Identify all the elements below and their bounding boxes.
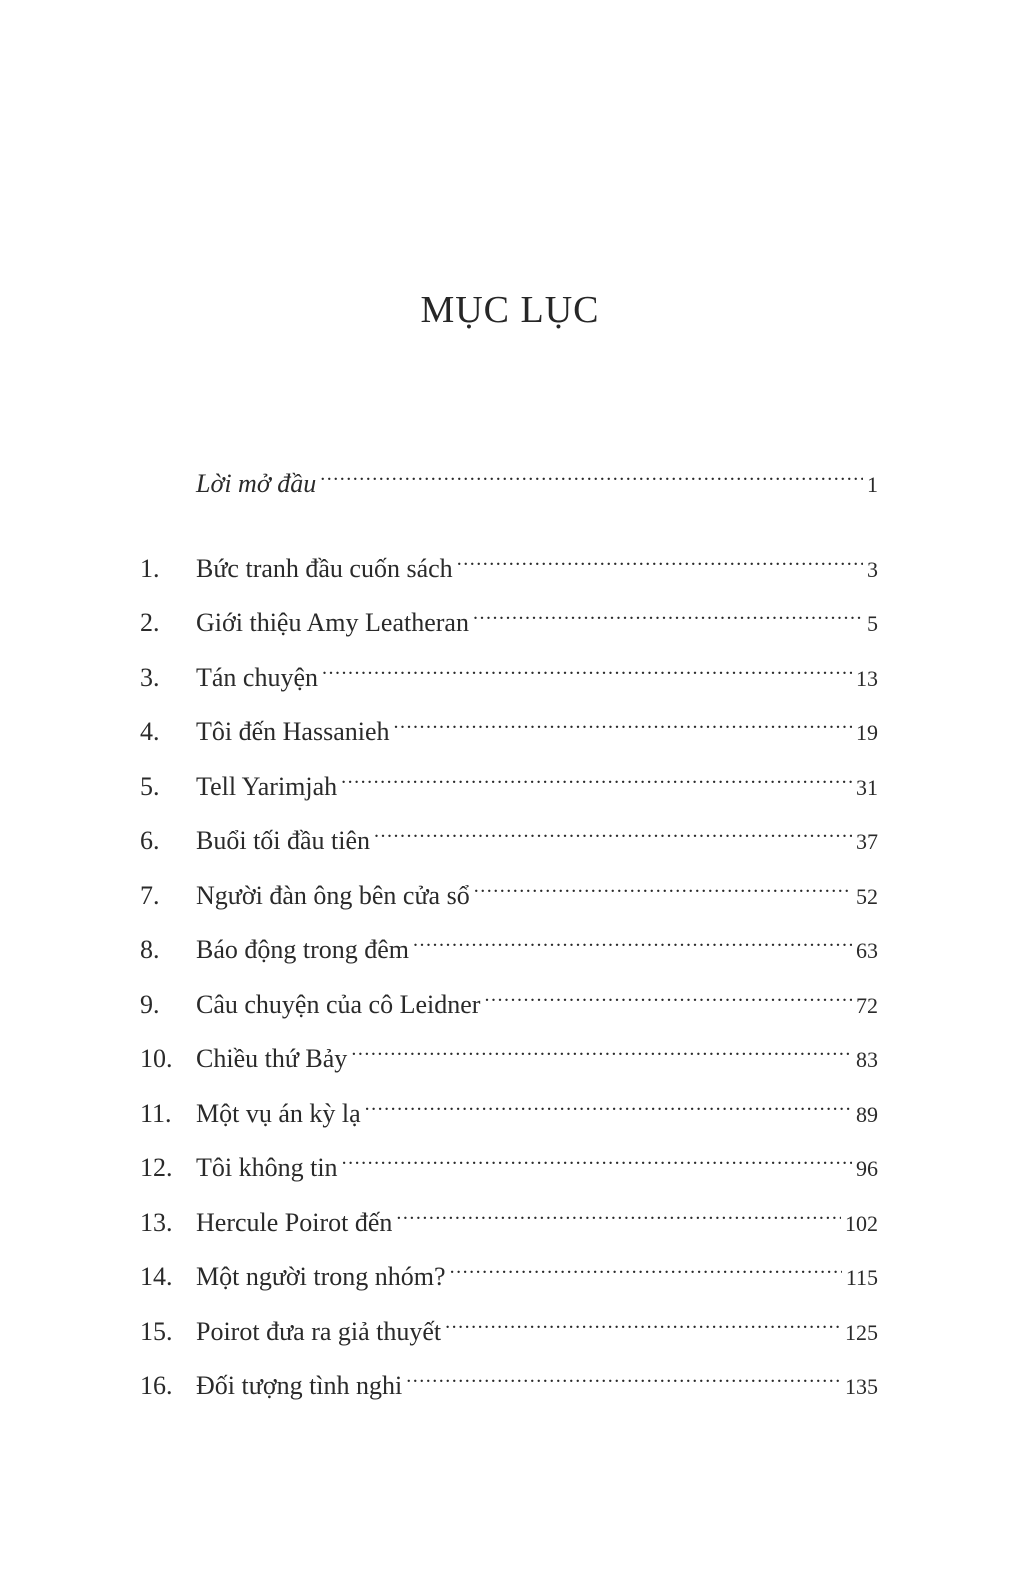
toc-entry-page-number: 72: [856, 993, 878, 1018]
toc-entry-page-number: 102: [845, 1211, 878, 1236]
dot-leader: [484, 973, 852, 1013]
dot-leader: [457, 537, 863, 577]
dot-leader: [365, 1082, 852, 1122]
toc-entry-page-number: 3: [867, 557, 878, 582]
toc-entry-page-number: 31: [856, 775, 878, 800]
toc-entry-title: Bức tranh đầu cuốn sách: [196, 554, 453, 583]
dot-leader: [320, 452, 863, 492]
toc-entry-preface[interactable]: [140, 452, 878, 498]
dot-leader: [474, 864, 852, 904]
dot-leader: [396, 1191, 841, 1231]
toc-entry-title: Đối tượng tình nghi: [196, 1371, 403, 1400]
toc-entry[interactable]: [140, 591, 878, 637]
toc-entry-number: 13.: [140, 1208, 173, 1237]
toc-entry[interactable]: [140, 755, 878, 801]
toc-entry-page-number: 96: [856, 1156, 878, 1181]
toc-entry[interactable]: [140, 1354, 878, 1400]
toc-entry-number: 14.: [140, 1262, 173, 1291]
dot-leader: [406, 1354, 841, 1394]
toc-entry-title: Tán chuyện: [196, 663, 319, 692]
toc-entry-number: 4.: [140, 717, 160, 746]
toc-entry-number: 9.: [140, 990, 160, 1019]
toc-entry-title: Giới thiệu Amy Leatheran: [196, 608, 469, 637]
toc-entry-title: Buổi tối đầu tiên: [196, 826, 371, 855]
dot-leader: [413, 918, 852, 958]
toc-entry[interactable]: [140, 918, 878, 964]
toc-entry-title: Tôi đến Hassanieh: [196, 717, 390, 746]
toc-entry-title: Câu chuyện của cô Leidner: [196, 990, 481, 1019]
toc-entry-number: 10.: [140, 1044, 173, 1073]
toc-entry-page-number: 115: [845, 1265, 878, 1290]
toc-entry[interactable]: [140, 973, 878, 1019]
toc-entry-page-number: 63: [856, 938, 878, 963]
toc-entry-title: Poirot đưa ra giả thuyết: [196, 1317, 442, 1346]
dot-leader: [394, 700, 852, 740]
dot-leader: [342, 1136, 852, 1176]
dot-leader: [450, 1245, 842, 1285]
dot-leader: [473, 591, 863, 631]
toc-entry-number: 12.: [140, 1153, 173, 1182]
toc-entry[interactable]: [140, 1136, 878, 1182]
toc-entry-page-number: 19: [856, 720, 878, 745]
toc-entry-title: Một vụ án kỳ lạ: [196, 1099, 361, 1128]
toc-entry-page-number: 83: [856, 1047, 878, 1072]
toc-entry-number: 5.: [140, 772, 160, 801]
toc-entry-title: Người đàn ông bên cửa sổ: [196, 881, 470, 910]
toc-entry[interactable]: [140, 537, 878, 583]
toc-entry-number: 6.: [140, 826, 160, 855]
toc-entry-title: Báo động trong đêm: [196, 935, 410, 964]
toc-entry-title: Chiều thứ Bảy: [196, 1044, 348, 1073]
toc-entry-page-number: 13: [856, 666, 878, 691]
dot-leader: [445, 1300, 841, 1340]
toc-entry-number: 7.: [140, 881, 160, 910]
toc-entry-title: Hercule Poirot đến: [196, 1208, 393, 1237]
toc-entry-page-number: 89: [856, 1102, 878, 1127]
toc-entry-page-number: 5: [867, 611, 878, 636]
toc-entry-page-number: 1: [867, 472, 878, 497]
toc-entry-title: Tôi không tin: [196, 1153, 338, 1182]
toc-entry-page-number: 135: [845, 1374, 878, 1399]
toc-entry-number: 11.: [140, 1099, 172, 1128]
toc-entry[interactable]: [140, 700, 878, 746]
toc-entry[interactable]: [140, 1191, 878, 1237]
toc-entry-number: 15.: [140, 1317, 173, 1346]
toc-entry-number: 8.: [140, 935, 160, 964]
toc-entry-title: Một người trong nhóm?: [196, 1262, 446, 1291]
toc-entry[interactable]: [140, 864, 878, 910]
toc-entry-page-number: 37: [856, 829, 878, 854]
dot-leader: [322, 646, 852, 686]
toc-entry-page-number: 52: [856, 884, 878, 909]
toc-entry[interactable]: [140, 1300, 878, 1346]
toc-entry-title: Lời mở đầu: [196, 469, 317, 498]
toc-entry-page-number: 125: [845, 1320, 878, 1345]
dot-leader: [374, 809, 852, 849]
toc-entry-number: 16.: [140, 1371, 173, 1400]
toc-entry[interactable]: [140, 1245, 878, 1291]
dot-leader: [351, 1027, 852, 1067]
toc-entry[interactable]: [140, 1027, 878, 1073]
dot-leader: [341, 755, 852, 795]
toc-entry-number: 1.: [140, 554, 160, 583]
toc-entry-title: Tell Yarimjah: [196, 772, 338, 801]
toc-entry-number: 2.: [140, 608, 160, 637]
toc-entry-number: 3.: [140, 663, 160, 692]
toc-entry[interactable]: [140, 809, 878, 855]
toc-entry[interactable]: [140, 646, 878, 692]
page-title: MỤC LỤC: [420, 289, 600, 331]
toc-entry[interactable]: [140, 1082, 878, 1128]
